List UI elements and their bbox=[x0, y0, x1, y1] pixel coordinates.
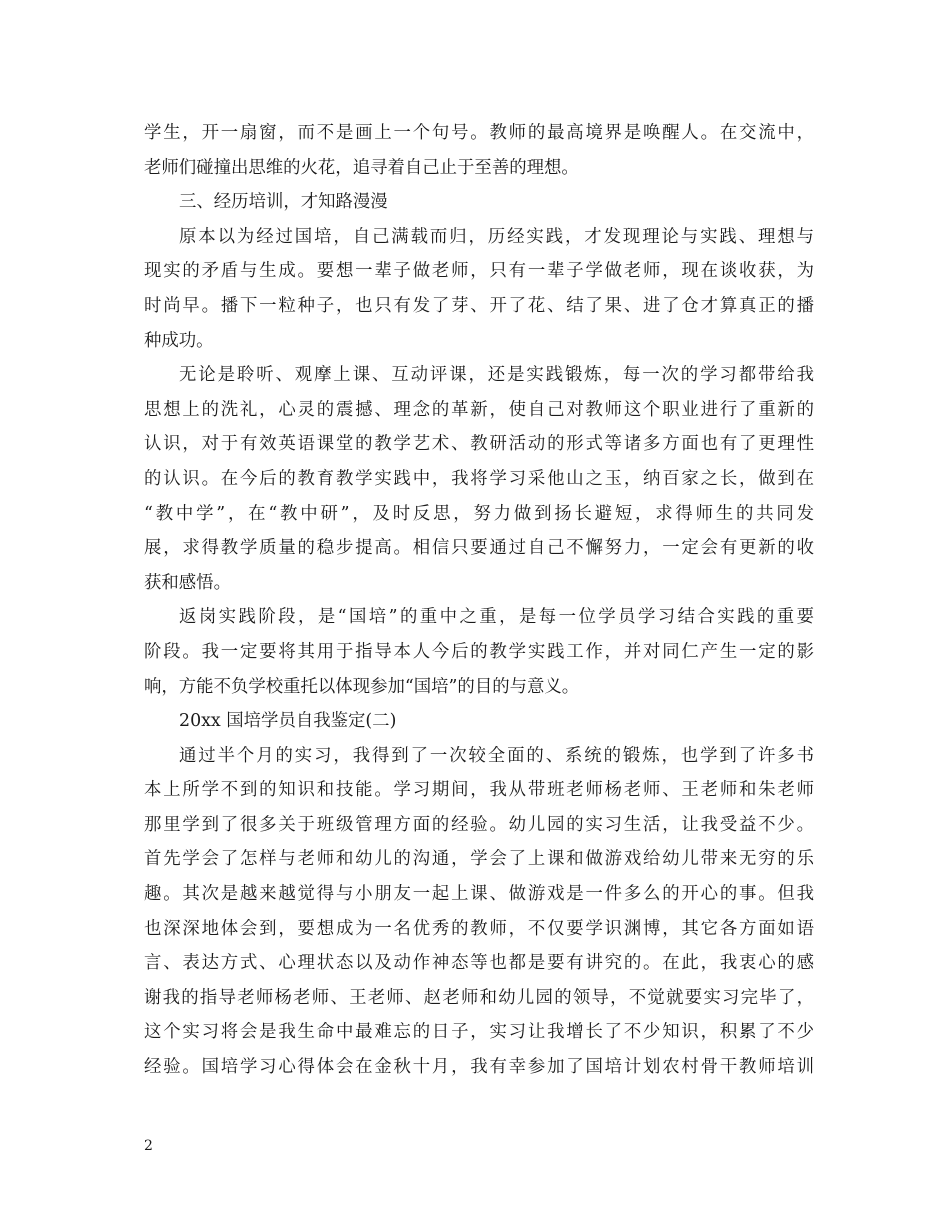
text-line: 阶段。我一定要将其用于指导本人今后的教学实践工作，并对同仁产生一定的影 bbox=[144, 641, 814, 662]
text-line: 谢我的指导老师杨老师、王老师、赵老师和幼儿园的领导，不觉就要实习完毕了， bbox=[144, 987, 814, 1008]
text-line: 获和感悟。 bbox=[144, 572, 231, 593]
document-body bbox=[144, 116, 814, 1085]
text-line: 现实的矛盾与生成。要想一辈子做老师，只有一辈子学做老师，现在谈收获，为 bbox=[144, 261, 814, 282]
text-line: 无论是聆听、观摩上课、互动评课，还是实践锻炼，每一次的学习都带给我 bbox=[179, 365, 814, 386]
text-line: 这个实习将会是我生命中最难忘的日子，实习让我增长了不少知识，积累了不少 bbox=[144, 1022, 814, 1043]
text-line: 时尚早。播下一粒种子，也只有发了芽、开了花、结了果、进了仓才算真正的播 bbox=[144, 295, 814, 316]
text-line: 种成功。 bbox=[144, 330, 214, 351]
text-line: 响，方能不负学校重托以体现参加“国培”的目的与意义。 bbox=[144, 676, 580, 697]
text-line: 通过半个月的实习，我得到了一次较全面的、系统的锻炼，也学到了许多书 bbox=[179, 745, 814, 766]
text-line: 展，求得教学质量的稳步提高。相信只要通过自己不懈努力，一定会有更新的收 bbox=[144, 538, 814, 559]
text-line: “教中学”，在“教中研”，及时反思，努力做到扬长避短，求得师生的共同发 bbox=[144, 503, 814, 524]
text-line: 返岗实践阶段，是“国培”的重中之重，是每一位学员学习结合实践的重要 bbox=[179, 607, 814, 628]
text-line: 学生，开一扇窗，而不是画上一个句号。教师的最高境界是唤醒人。在交流中， bbox=[144, 123, 814, 143]
text-line: 那里学到了很多关于班级管理方面的经验。幼儿园的实习生活，让我受益不少。 bbox=[144, 814, 814, 835]
text-line: 20xx 国培学员自我鉴定(二) bbox=[179, 711, 397, 732]
text-line: 本上所学不到的知识和技能。学习期间，我从带班老师杨老师、王老师和朱老师 bbox=[144, 780, 814, 801]
text-line: 经验。国培学习心得体会在金秋十月，我有幸参加了国培计划农村骨干教师培训 bbox=[144, 1057, 814, 1078]
text-line: 三、经历培训，才知路漫漫 bbox=[179, 192, 388, 213]
text-line: 的认识。在今后的教育教学实践中，我将学习采他山之玉，纳百家之长，做到在 bbox=[144, 468, 814, 489]
text-line: 首先学会了怎样与老师和幼儿的沟通，学会了上课和做游戏给幼儿带来无穷的乐 bbox=[144, 849, 814, 870]
text-line: 思想上的洗礼，心灵的震撼、理念的革新，使自己对教师这个职业进行了重新的 bbox=[144, 399, 814, 420]
text-line: 言、表达方式、心理状态以及动作神态等也都是要有讲究的。在此，我衷心的感 bbox=[144, 953, 814, 974]
text-line: 老师们碰撞出思维的火花，追寻着自己止于至善的理想。 bbox=[144, 157, 579, 178]
text-line: 趣。其次是越来越觉得与小朋友一起上课、做游戏是一件多么的开心的事。但我 bbox=[144, 884, 814, 905]
page-number: 2 bbox=[144, 1138, 153, 1154]
text-line: 认识，对于有效英语课堂的教学艺术、教研活动的形式等诸多方面也有了更理性 bbox=[144, 434, 814, 455]
text-line: 原本以为经过国培，自己满载而归，历经实践，才发现理论与实践、理想与 bbox=[179, 226, 814, 247]
text-line: 也深深地体会到，要想成为一名优秀的教师，不仅要学识渊博，其它各方面如语 bbox=[144, 918, 814, 939]
